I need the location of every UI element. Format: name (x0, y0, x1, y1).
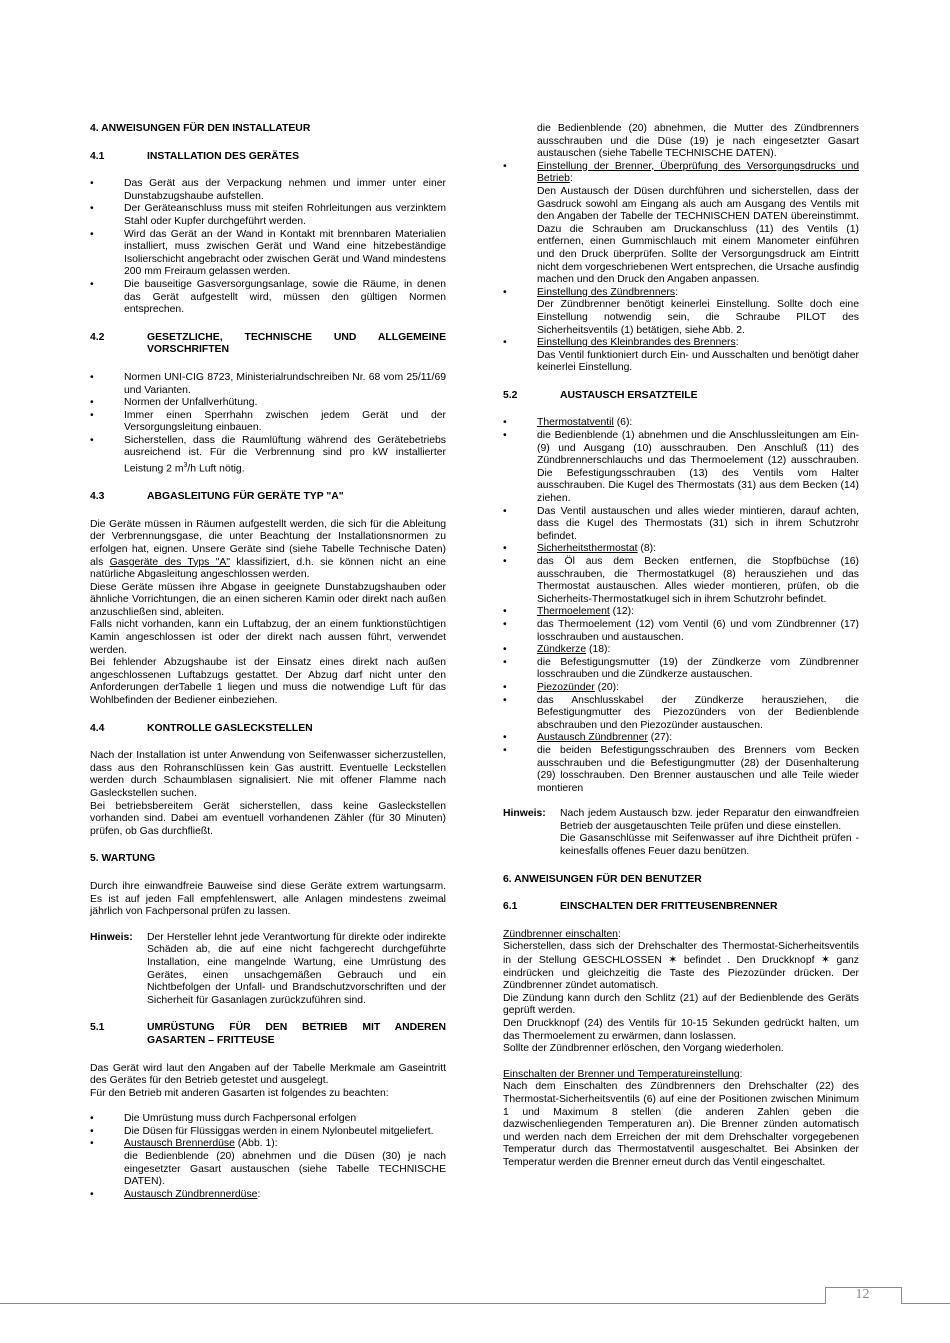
list-item: • die Befestigungsmutter (19) der Zündkerze vom Zündbrenner losschrauben und die Zündkerze austauschen. (503, 657, 859, 682)
list-item: • das Anschlusskabel der Zündkerze herausziehen, die Befestigungmutter des Piezozünders von der Bedienblende abschrauben und den Piezozünder austauschen. (503, 695, 859, 733)
list-item: • Die bauseitige Gasversorgungsanlage, sowie die Räume, in denen das Gerät aufgestellt wird, müssen den gültigen Normen entsprechen. (90, 279, 446, 317)
list-item: • Einstellung der Brenner, Überprüfung des Versorgungsdrucks und Betrieb: Den Austausch der Düsen durchführen und sicherstellen, dass der Gasdruck sowohl am Eingang als auch am Ausgang des Ventils mit den Angaben der Tabelle der TECHNISCHEN DATEN übereinstimmt. Dazu die Schrauben am Druckanschluss (11) des Ventils (1) entfernen, einen Gummischlauch mit einem Manometer einführen und den Druck überprüfen. Sollte der Versorgungsdruck am Eintritt nicht dem vorgeschriebenen Wert entsprechen, die Ursache ausfindig machen und den Druck den Angaben anpassen. (503, 161, 859, 287)
list-conversion (90, 1113, 446, 1201)
paragraph: Die Zündung kann durch den Schlitz (21) auf der Bedienblende des Geräts geprüft werden. (503, 992, 859, 1017)
left-column (90, 123, 446, 1201)
note-repair: Hinweis: Nach jedem Austausch bzw. jeder Reparatur den einwandfreien Betrieb der ausgetauschten Teile prüfen und diese einstellen. Die Gasanschlüsse mit Seifenwasser auf ihre Dichtheit prüfen - keinesfalls offenes Feuer dazu benützen. (503, 808, 859, 858)
list-spare-parts (503, 417, 859, 795)
paragraph: Nach der Installation ist unter Anwendung von Seifenwasser sicherzustellen, dass aus den Rohranschlüssen kein Gas austritt. Eventuelle Leckstellen werden durch Schaumblasen signalisiert. Nie mit offener Flamme nach Gasleckstellen suchen. (90, 750, 446, 799)
paragraph: Den Druckknopf (24) des Ventils für 10-15 Sekunden gedrückt halten, um das Thermoelement zu erwärmen, dann loslassen. (503, 1018, 859, 1042)
paragraph: Die Geräte müssen in Räumen aufgestellt werden, die sich für die Ableitung der Verbrennungsgase, die unter Beachtung der Installationsnormen zu erfolgen hat, eignen. Unsere Geräte sind (siehe Tabelle Technische Daten) als Gasgeräte des Typs "A" klassifiziert, d.h. sie können nicht an eine natürliche Abgasleitung angeschlossen werden. (90, 518, 446, 581)
paragraph: Falls nicht vorhanden, kann ein Luftabzug, der an einem funktionstüchtigen Kamin angeschlossen ist oder der direkt nach aussen führt, verwendet werden. (90, 619, 446, 656)
subheading: Einschalten der Brenner und Temperatureinstellung: (503, 1068, 743, 1080)
heading-user: 6. ANWEISUNGEN FÜR DEN BENUTZER (503, 873, 702, 885)
list-item: • Das Ventil austauschen und alles wieder mintieren, darauf achten, dass die Kugel des Thermostats (31) sich in ihrem Schutzrohr befindet. (503, 506, 859, 544)
note-liability: Hinweis: Der Hersteller lehnt jede Verantwortung für direkte oder indirekte Schäden ab, die auf eine nicht fachgerecht durchgeführte Installation, eine mangelnde Wartung, eine Umrüstung des Gerätes, einen unsachgemäßen Gebrauch und ein Nichtbefolgen der Unfall- und Brandschutzvorschriften und der Sicherheit für Gasanlagen zurückzuführen sind. (90, 931, 446, 1006)
ignition-star-icon: ✶ (668, 954, 678, 967)
page-number: 12 (855, 1287, 870, 1302)
section-4-4: 4.4 KONTROLLE GASLECKSTELLEN (90, 722, 313, 734)
list-item: • Sicherstellen, dass die Raumlüftung während des Gerätebetriebs ausreichend ist. Für die Verbrennung sind pro kW installierter Leistung 2 $m^3/h$ Luft nötig. (90, 435, 446, 476)
list-item: • Thermoelement (12): (503, 606, 859, 619)
section-4-2: 4.2 GESETZLICHE, TECHNISCHE UND ALLGEMEINE VORSCHRIFTEN (90, 331, 446, 356)
section-5-1: 5.1 UMRÜSTUNG FÜR DEN BETRIEB MIT ANDEREN GASARTEN – FRITTEUSE (90, 1022, 446, 1046)
list-installation (90, 178, 446, 317)
list-item: • Einstellung des Kleinbrandes des Brenners: Das Ventil funktioniert durch Ein- und Ausschalten und benötigt daher keinerlei Einstellung. (503, 337, 859, 375)
list-item: • Thermostatventil (6): (503, 417, 859, 430)
list-item: • Austausch Brennerdüse (Abb. 1): die Bedienblende (20) abnehmen und die Düsen (30) je nach eingesetzter Gasart austauschen (siehe Tabelle TECHNISCHE DATEN). (90, 1138, 446, 1188)
list-item: • Austausch Zündbrennerdüse: (90, 1189, 446, 1202)
list-item: • Immer einen Sperrhahn zwischen jedem Gerät und der Versorgungsleitung einbauen. (90, 410, 446, 435)
paragraph: die Bedienblende (20) abnehmen, die Mutter des Zündbrenners ausschrauben und die Düse (19) je nach eingesetzter Gasart austauschen (siehe Tabelle TECHNISCHE DATEN). (537, 123, 859, 160)
paragraph: Sollte der Zündbrenner erlöschen, den Vorgang wiederholen. (503, 1043, 784, 1055)
list-item: • Wird das Gerät an der Wand in Kontakt mit brennbaren Materialien installiert, muss zwischen Gerät und Wand eine hitzebeständige Isolierschicht angebracht oder zwischen Gerät und Wand mindestens 200 mm Freiraum gelassen werden. (90, 229, 446, 279)
list-item: • Austausch Zündbrenner (27): (503, 732, 859, 745)
list-item: • Einstellung des Zündbrenners: Der Zündbrenner benötigt keinerlei Einstellung. Sollte doch eine Einstellung notwendig sein, die Schraube PILOT des Sicherheitsventils (1) betätigen, siehe Abb. 2. (503, 287, 859, 337)
list-item: • Normen UNI-CIG 8723, Ministerialrundschreiben Nr. 68 vom 25/11/69 und Varianten. (90, 372, 446, 397)
paragraph: Für den Betrieb mit anderen Gasarten ist folgendes zu beachten: (90, 1087, 389, 1099)
footer-rule (0, 1303, 950, 1304)
list-regulations (90, 372, 446, 476)
list-item: • Zündkerze (18): (503, 644, 859, 657)
list-item: • die beiden Befestigungsschrauben des Brenners vom Becken ausschrauben und die Befestigungmutter (28) der Düsenhalterung (29) losschrauben. Den Brenner austauschen und alle Teile wieder montieren (503, 745, 859, 795)
section-6-1: 6.1 EINSCHALTEN DER FRITTEUSENBRENNER (503, 901, 778, 913)
section-4-3: 4.3 ABGASLEITUNG FÜR GERÄTE TYP "A" (90, 491, 344, 503)
ignition-star-icon: ✶ (820, 954, 831, 967)
paragraph: Nach dem Einschalten des Zündbrenners den Drehschalter (22) des Thermostat-Sicherheitsventils (6) auf eine der Positionen zwischen Minimum 1 und Maximum 8 stellen (die anderen Zahlen geben die dazwischenliegenden Temperaturen an). Die Brenner zünden automatisch und werden nach dem Erreichen der mit dem Drehschalter vorgegebenen Temperatur durch das Thermostatventil ausgeschaltet. Bei Absinken der Temperatur werden die Brenner erneut durch das Ventil eingeschaltet. (503, 1081, 859, 1168)
list-item: • Normen der Unfallverhütung. (90, 397, 446, 410)
list-item: • Die Umrüstung muss durch Fachpersonal erfolgen (90, 1113, 446, 1126)
paragraph: Sicherstellen, dass sich der Drehschalter des Thermostat-Sicherheitsventils in der Stellung GESCHLOSSEN ✶ befindet . Den Druckknopf ✶ ganz eindrücken und gleichzeitig die Taste des Piezozünder drücken. Der Zündbrenner zündet automatisch. (503, 941, 860, 992)
list-item: • Piezozünder (20): (503, 682, 859, 695)
section-4-1: 4.1 INSTALLATION DES GERÄTES (90, 150, 300, 162)
paragraph: Bei betriebsbereitem Gerät sicherstellen, dass keine Gasleckstellen vorhanden sind. Dabei am eventuell vorhandenen Zähler (für 30 Minuten) prüfen, ob Gas durchfließt. (90, 800, 446, 837)
list-item: • das Thermoelement (12) vom Ventil (6) und vom Zündbrenner (17) losschrauben und austauschen. (503, 619, 859, 644)
list-item: • Die Düsen für Flüssiggas werden in einem Nylonbeutel mitgeliefert. (90, 1126, 446, 1139)
heading-maintenance: 5. WARTUNG (90, 853, 156, 865)
list-item: • Der Geräteanschluss muss mit steifen Rohrleitungen aus verzinktem Stahl oder Kupfer durchgeführt werden. (90, 203, 446, 228)
section-5-2: 5.2 AUSTAUSCH ERSATZTEILE (503, 389, 698, 401)
paragraph: Durch ihre einwandfreie Bauweise sind diese Geräte extrem wartungsarm. Es ist auf jeden Fall empfehlenswert, alle Anlagen mindestens zweimal jährlich von Fachpersonal prüfen zu lassen. (90, 880, 446, 918)
paragraph: Diese Geräte müssen ihre Abgase in geeignete Dunstabzugshauben oder ähnliche Vorrichtungen, die an einen sicheren Kamin oder direkt nach außen anzuschließen sind, ableiten. (90, 581, 446, 618)
paragraph: Das Gerät wird laut den Angaben auf der Tabelle Merkmale am Gaseintritt des Gerätes für den Betrieb getestet und ausgelegt. (90, 1062, 446, 1087)
list-item: • Sicherheitsthermostat (8): (503, 543, 859, 556)
subheading: Zündbrenner einschalten: (503, 928, 621, 940)
paragraph: Bei fehlender Abzugshaube ist der Einsatz eines direkt nach außen angeschlossenen Luftabzugs gestattet. Der Abzug darf nicht unter den Anforderungen derTabelle 1 liegen und muss die notwendige Luft für das Wohlbefinden der Bediener einbeziehen. (90, 657, 446, 707)
heading-installer: 4. ANWEISUNGEN FÜR DEN INSTALLATEUR (90, 123, 311, 134)
list-settings (503, 161, 859, 375)
list-item: • die Bedienblende (1) abnehmen und die Anschlussleitungen am Ein- (9) und Ausgang (10) ausschrauben. Den Anschluß (11) des Zündbrennerschlauchs und das Thermoelement (12) ausschrauben. Die Befestigungsschrauben (13) des Ventils vom Halter ausschrauben. Die Kugel des Thermostats (31) aus dem Becken (14) ziehen. (503, 430, 859, 506)
list-item: • das Öl aus dem Becken entfernen, die Stopfbüchse (16) ausschrauben, die Thermostatkugel (8) herausziehen und das Thermostat austauschen. Alles wieder montieren, prüfen, ob die Sicherheits-Thermostatkugel sich in ihrem Schutzrohr befindet. (503, 556, 859, 606)
right-column (503, 123, 859, 1170)
list-item: • Das Gerät aus der Verpackung nehmen und immer unter einer Dunstabzugshaube aufstellen. (90, 178, 446, 203)
